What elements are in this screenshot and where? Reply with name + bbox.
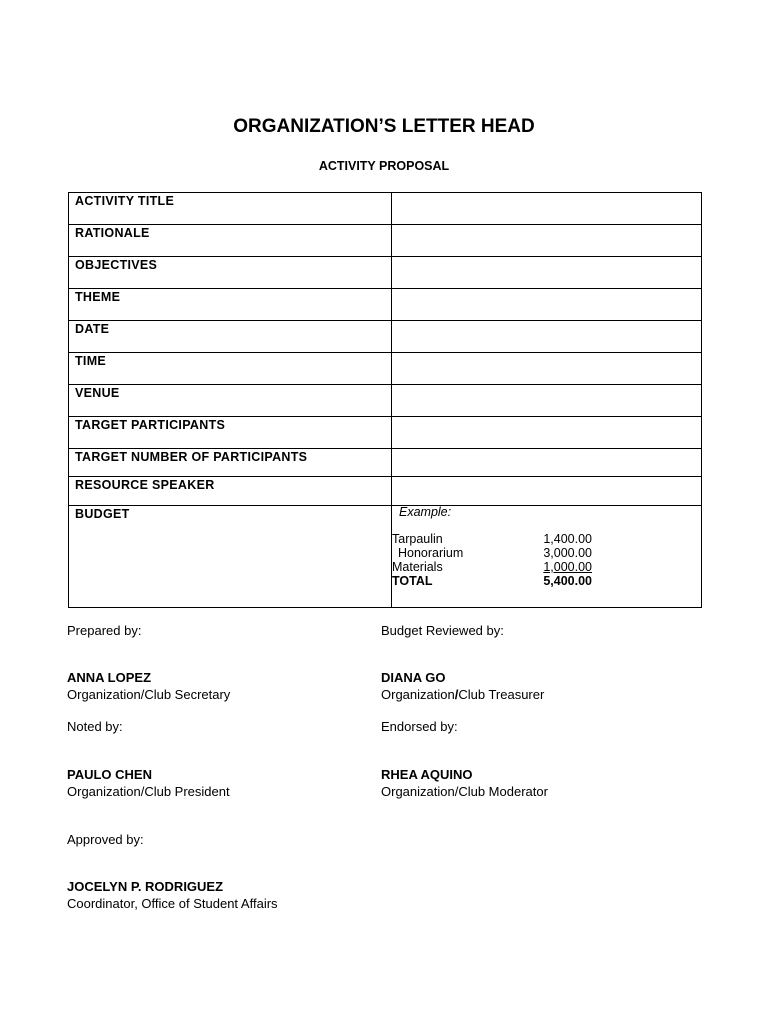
approved-by-role: Coordinator, Office of Student Affairs xyxy=(67,896,278,911)
row-label-time: TIME xyxy=(69,353,392,385)
row-value-target-number[interactable] xyxy=(392,449,702,477)
endorsed-by-role: Organization/Club Moderator xyxy=(381,784,548,799)
row-value-target-participants[interactable] xyxy=(392,417,702,449)
budget-item-name: Honorarium xyxy=(398,546,464,560)
row-label-resource-speaker: RESOURCE SPEAKER xyxy=(69,477,392,506)
row-label-activity-title: ACTIVITY TITLE xyxy=(69,193,392,225)
row-value-rationale[interactable] xyxy=(392,225,702,257)
row-value-resource-speaker[interactable] xyxy=(392,477,702,506)
table-row xyxy=(69,257,702,289)
row-label-venue: VENUE xyxy=(69,385,392,417)
row-value-objectives[interactable] xyxy=(392,257,702,289)
budget-reviewed-by-role: Organization/Club Treasurer xyxy=(381,687,545,702)
table-row xyxy=(69,225,702,257)
proposal-table xyxy=(68,192,702,608)
budget-total-label: TOTAL xyxy=(392,574,433,588)
row-label-target-number: TARGET NUMBER OF PARTICIPANTS xyxy=(69,449,392,477)
noted-by-name: PAULO CHEN xyxy=(67,767,152,782)
row-value-time[interactable] xyxy=(392,353,702,385)
noted-by-role: Organization/Club President xyxy=(67,784,230,799)
table-row xyxy=(69,289,702,321)
row-label-theme: THEME xyxy=(69,289,392,321)
document-subtitle: ACTIVITY PROPOSAL xyxy=(318,159,450,173)
budget-item-amount: 1,400.00 xyxy=(543,532,592,546)
row-value-theme[interactable] xyxy=(392,289,702,321)
budget-reviewed-by-name: DIANA GO xyxy=(381,670,446,685)
row-value-venue[interactable] xyxy=(392,385,702,417)
endorsed-by-name: RHEA AQUINO xyxy=(381,767,473,782)
row-value-activity-title[interactable] xyxy=(392,193,702,225)
budget-item-amount: 1,000.00 xyxy=(543,560,592,574)
row-label-objectives: OBJECTIVES xyxy=(69,257,392,289)
row-value-date[interactable] xyxy=(392,321,702,353)
budget-item-name: Tarpaulin xyxy=(392,532,443,546)
prepared-by-role: Organization/Club Secretary xyxy=(67,687,231,702)
budget-item-name: Materials xyxy=(392,560,443,574)
budget-breakdown xyxy=(392,506,701,606)
table-row xyxy=(69,321,702,353)
budget-reviewed-by-caption: Budget Reviewed by: xyxy=(381,623,504,638)
budget-total-amount: 5,400.00 xyxy=(543,574,592,588)
table-row xyxy=(69,385,702,417)
row-label-budget: BUDGET xyxy=(69,506,392,608)
row-label-date: DATE xyxy=(69,321,392,353)
table-row xyxy=(69,193,702,225)
approved-by-caption: Approved by: xyxy=(67,832,144,847)
prepared-by-caption: Prepared by: xyxy=(67,623,142,638)
row-value-budget[interactable] xyxy=(392,506,702,608)
letterhead-title: ORGANIZATION’S LETTER HEAD xyxy=(233,116,535,137)
budget-item-amount: 3,000.00 xyxy=(543,546,592,560)
prepared-by-name: ANNA LOPEZ xyxy=(67,670,152,685)
row-label-target-participants: TARGET PARTICIPANTS xyxy=(69,417,392,449)
table-row xyxy=(69,506,702,608)
table-row xyxy=(69,477,702,506)
row-label-rationale: RATIONALE xyxy=(69,225,392,257)
approved-by-name: JOCELYN P. RODRIGUEZ xyxy=(67,879,224,894)
budget-example-label: Example: xyxy=(399,505,452,519)
table-row xyxy=(69,449,702,477)
endorsed-by-caption: Endorsed by: xyxy=(381,719,458,734)
table-row xyxy=(69,417,702,449)
table-row xyxy=(69,353,702,385)
noted-by-caption: Noted by: xyxy=(67,719,123,734)
